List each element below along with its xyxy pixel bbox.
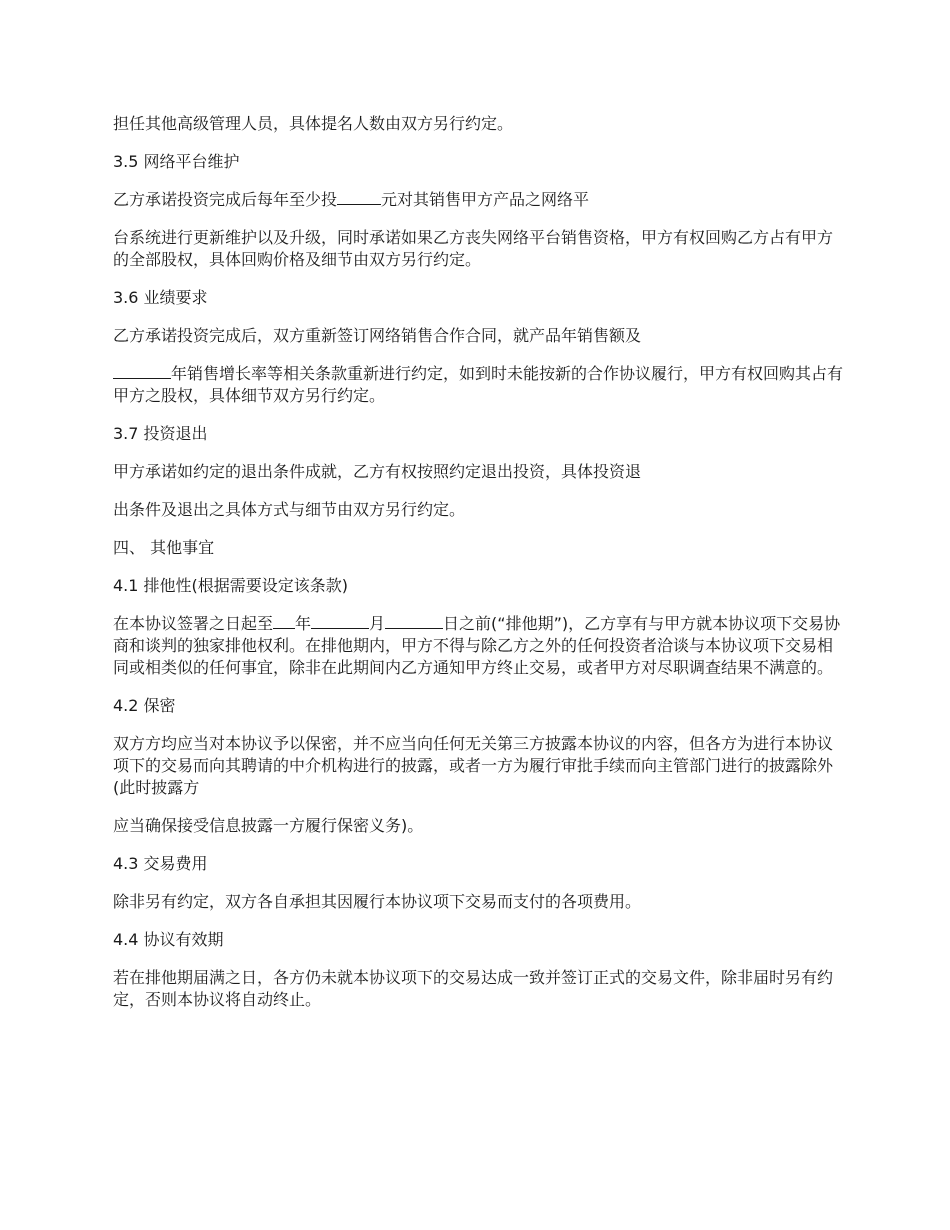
text-3-6-post: 年销售增长率等相关条款重新进行约定，如到时未能按新的合作协议履行，甲方有权回购其占有甲方之股权，具体细节双方另行约定。 [113,364,844,405]
paragraph-3-7-line1: 甲方承诺如约定的退出条件成就，乙方有权按照约定退出投资，具体投资退 [113,462,642,481]
blank-sales-field [113,363,171,379]
text-year: 年 [295,614,312,633]
heading-4-1: 4.1 排他性(根据需要设定该条款) [113,576,349,595]
paragraph-3-5-line1 [113,189,843,211]
text-4-1-post: 日之前(“排他期”)，乙方享有与甲方就本协议项下交易协商和谈判的独家排他权利。在排他期内，甲方不得与除乙方之外的任何投资者洽谈与本协议项下交易相同或相类似的任何事宜，除非在此期间内乙方通知甲方终止交易，或者甲方对尽职调查结果不满意的。 [113,614,841,677]
heading-3-7: 3.7 投资退出 [113,424,208,443]
heading-4-2: 4.2 保密 [113,696,176,715]
paragraph-4-4-body: 若在排他期届满之日，各方仍未就本协议项下的交易达成一致并签订正式的交易文件，除非届时另有约定，否则本协议将自动终止。 [113,968,834,1009]
paragraph-4-3-body: 除非另有约定，双方各自承担其因履行本协议项下交易而支付的各项费用。 [113,892,642,911]
heading-4-3: 4.3 交易费用 [113,854,208,873]
paragraph-4-2-body: 双方方均应当对本协议予以保密，并不应当向任何无关第三方披露本协议的内容，但各方为进行本协议项下的交易而向其聘请的中介机构进行的披露，或者一方为履行审批手续而向主管部门进行的披露除外(此时披露方 [113,734,834,797]
heading-4-4: 4.4 协议有效期 [113,930,224,949]
text-3-5-pre: 乙方承诺投资完成后每年至少投 [113,190,338,209]
paragraph-3-6-body [113,363,843,407]
paragraph-4-1-body [113,613,843,679]
paragraph-4-2-line-end: 应当确保接受信息披露一方履行保密义务)。 [113,816,424,835]
text-month: 月 [369,614,386,633]
heading-3-5: 3.5 网络平台维护 [113,152,240,171]
text-4-1-pre: 在本协议签署之日起至 [113,614,274,633]
paragraph-3-6-line1: 乙方承诺投资完成后，双方重新签订网络销售合作合同，就产品年销售额及 [113,326,642,345]
blank-day-field [385,613,443,629]
blank-amount-field [337,189,381,205]
blank-year-field [273,613,295,629]
text-3-5-post: 元对其销售甲方产品之网络平 [381,190,590,209]
paragraph-3-7-line2: 出条件及退出之具体方式与细节由双方另行约定。 [113,500,466,519]
heading-3-6: 3.6 业绩要求 [113,288,208,307]
blank-month-field [311,613,369,629]
heading-section-4: 四、 其他事宜 [113,538,215,557]
document-page [113,113,843,1027]
paragraph-3-5-body: 台系统进行更新维护以及升级，同时承诺如果乙方丧失网络平台销售资格，甲方有权回购乙方占有甲方的全部股权，具体回购价格及细节由双方另行约定。 [113,228,834,269]
paragraph-management-personnel: 担任其他高级管理人员，具体提名人数由双方另行约定。 [113,114,514,133]
